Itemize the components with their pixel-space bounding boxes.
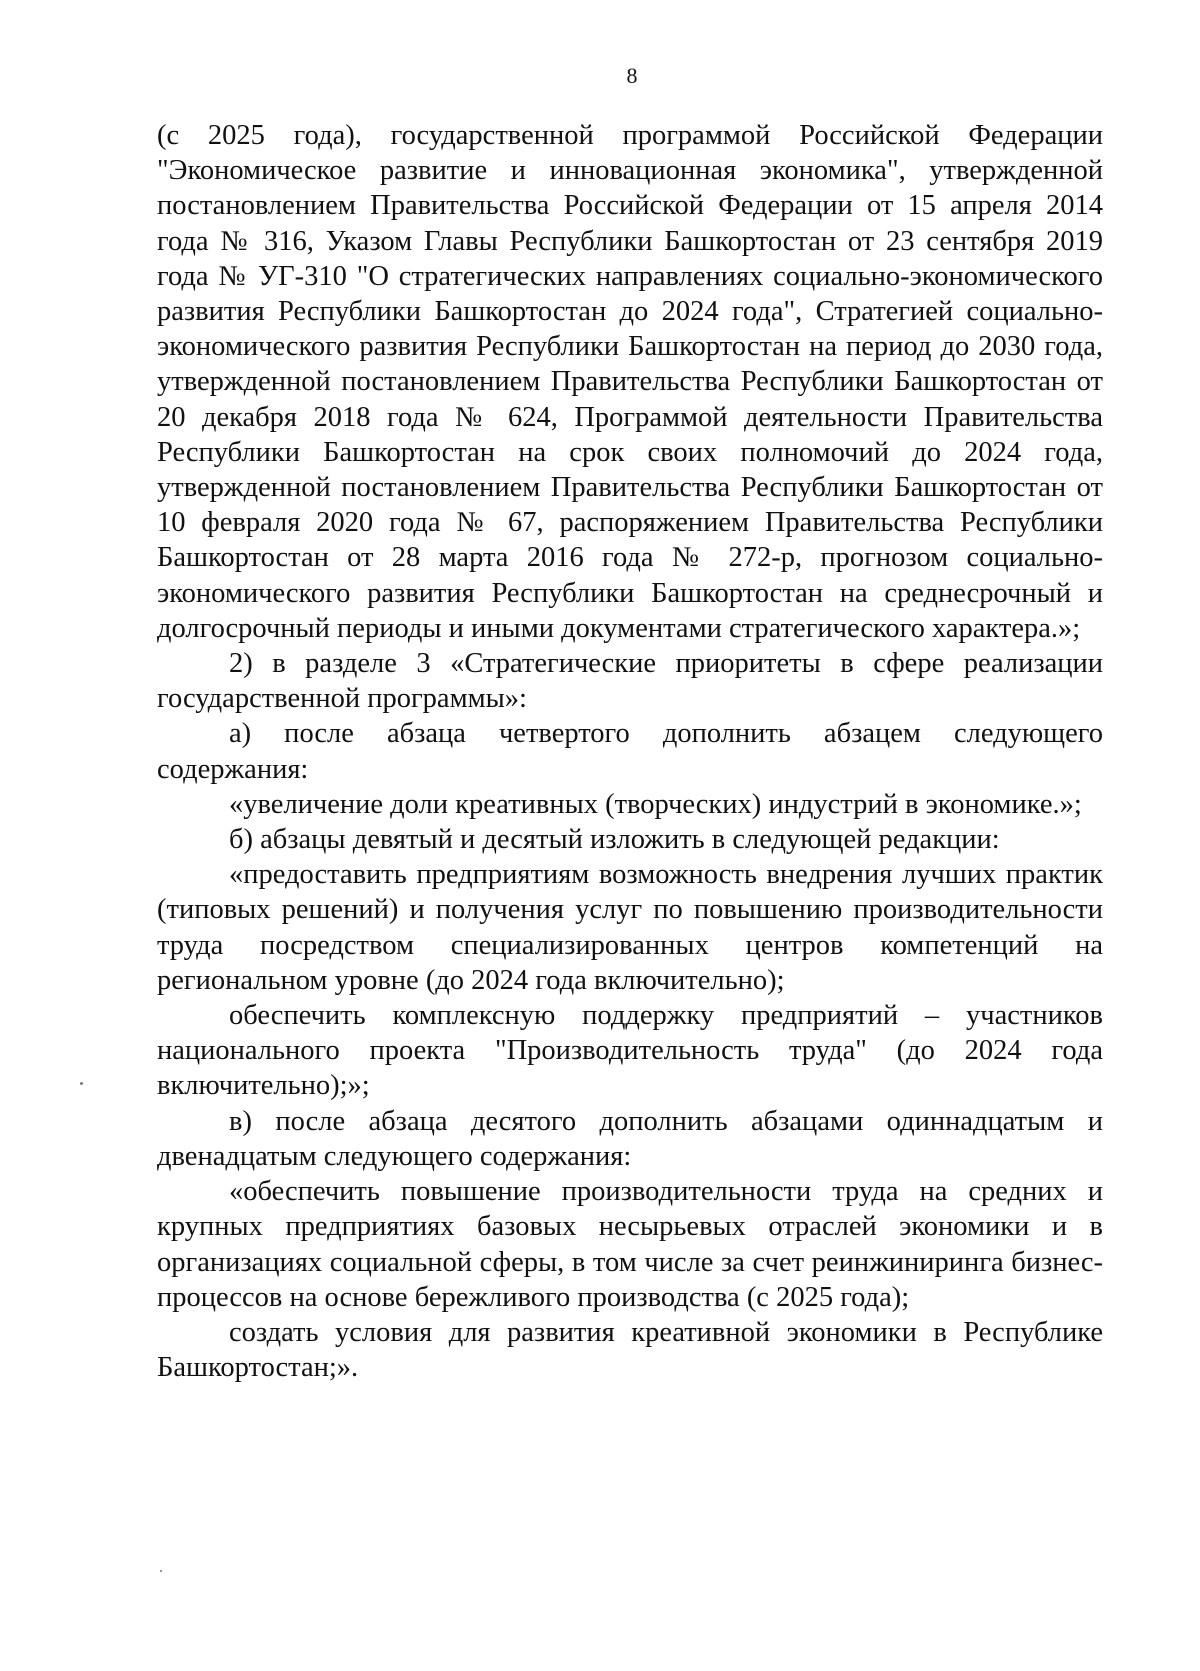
paragraph-item-2b: б) абзацы девятый и десятый изложить в следующей редакции: bbox=[229, 824, 1000, 856]
paragraph-item-2a: а) после абзаца четвертого дополнить абзацем следующего содержания: bbox=[157, 718, 1103, 785]
paragraph-item-2v: в) после абзаца десятого дополнить абзацами одиннадцатым и двенадцатым следующего содержания: bbox=[157, 1105, 1103, 1172]
paragraph-quote-practices: «предоставить предприятиям возможность внедрения лучших практик (типовых решений) и получения услуг по повышению производительности труда посредством специализированных центров компетенций на региональном уровне (до 2024 года включительно); bbox=[157, 859, 1103, 996]
paragraph-quote-productivity: «обеспечить повышение производительности труда на средних и крупных предприятиях базовых несырьевых отраслей экономики и в организациях социальной сферы, в том числе за счет реинжиниринга бизнес-процессов на основе бережливого производства (с 2025 года); bbox=[157, 1176, 1103, 1313]
scan-speck bbox=[80, 1082, 83, 1085]
paragraph-item-2: 2) в разделе 3 «Стратегические приоритеты в сфере реализации государственной программы»: bbox=[157, 648, 1103, 715]
paragraph-quote-support: обеспечить комплексную поддержку предприятий – участников национального проекта "Производительность труда" (до 2024 года включительно);»; bbox=[157, 1000, 1103, 1102]
paragraph-quote-creative: «увеличение доли креативных (творческих) индустрий в экономике.»; bbox=[229, 788, 1082, 820]
scan-speck bbox=[160, 1570, 162, 1572]
paragraph-continuation: (с 2025 года), государственной программой Российской Федерации "Экономическое развитие и инновационная экономика", утвержденной постановлением Правительства Российской Федерации от 15 апреля 2014 года № 316, Указом Главы Республики Башкортостан от 23 сентября 2019 года № УГ-310 "О стратегических направлениях социально-экономического развития Республики Башкортостан до 2024 года", Стратегией социально-экономического развития Республики Башкортостан на период до 2030 года, утвержденной постановлением Правительства Республики Башкортостан от 20 декабря 2018 года № 624, Программой деятельности Правительства Республики Башкортостан на срок своих полномочий до 2024 года, утвержденной постановлением Правительства Республики Башкортостан от 10 февраля 2020 года № 67, распоряжением Правительства Республики Башкортостан от 28 марта 2016 года № 272-р, прогнозом социально-экономического развития Республики Башкортостан на среднесрочный и долгосрочный периоды и иными документами стратегического характера.»; bbox=[157, 120, 1103, 644]
paragraph-quote-conditions: создать условия для развития креативной экономики в Республике Башкортостан;». bbox=[157, 1316, 1103, 1384]
document-body bbox=[157, 118, 1103, 1385]
page-number: 8 bbox=[626, 63, 638, 88]
